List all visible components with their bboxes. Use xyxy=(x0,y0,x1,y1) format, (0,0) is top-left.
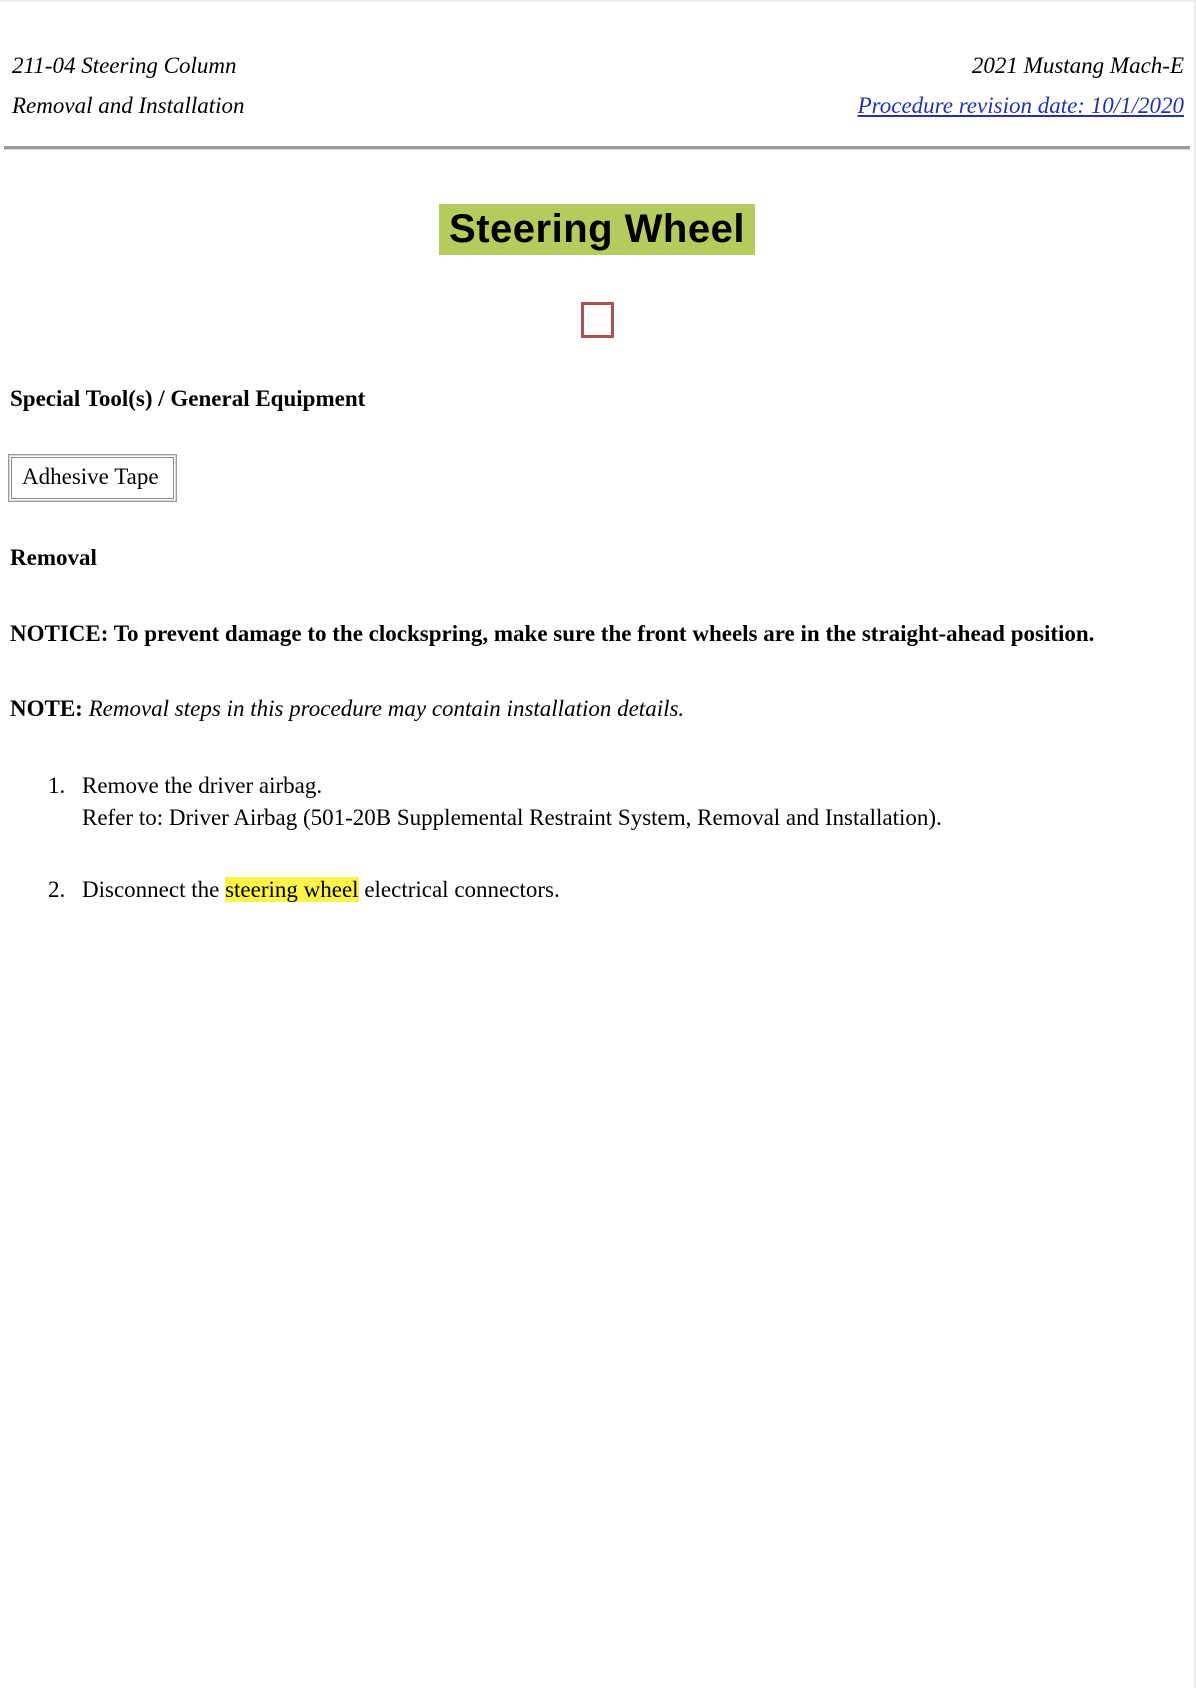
note-label: NOTE: xyxy=(10,696,83,721)
notice-paragraph xyxy=(10,616,1188,651)
special-tools-heading: Special Tool(s) / General Equipment xyxy=(10,386,366,411)
step-instruction-suffix: electrical connectors. xyxy=(358,877,560,902)
header-section-title: 211-04 Steering Column xyxy=(12,53,237,78)
notice-label: NOTICE: xyxy=(10,621,109,646)
procedure-revision-link[interactable]: Procedure revision date: 10/1/2020 xyxy=(857,93,1184,118)
title-row xyxy=(0,204,1194,255)
search-highlight: steering wheel xyxy=(225,877,359,902)
step-instruction-prefix: Disconnect the xyxy=(82,877,226,902)
equipment-item: Adhesive Tape xyxy=(11,457,174,499)
removal-heading: Removal xyxy=(10,545,97,570)
list-item xyxy=(48,874,1194,906)
step-text xyxy=(82,874,1194,906)
step-text xyxy=(82,770,1194,834)
step-refer-text: Refer to: Driver Airbag (501-20B Supplemental Restraint System, Removal and Installation). xyxy=(82,805,942,830)
document-header xyxy=(0,2,1194,126)
note-paragraph xyxy=(10,691,1188,726)
step-number: 1. xyxy=(48,773,66,798)
page-title: Steering Wheel xyxy=(439,204,755,255)
step-number: 2. xyxy=(48,877,66,902)
header-right xyxy=(858,46,1184,126)
note-text: Removal steps in this procedure may contain installation details. xyxy=(82,696,685,721)
figure-row xyxy=(0,302,1194,340)
header-vehicle-title: 2021 Mustang Mach-E xyxy=(971,53,1184,78)
header-subsection-title: Removal and Installation xyxy=(12,93,245,118)
missing-image-placeholder-icon xyxy=(581,302,614,338)
header-left xyxy=(12,46,245,126)
header-divider xyxy=(4,146,1190,150)
step-instruction: Remove the driver airbag. xyxy=(82,773,323,798)
notice-text: To prevent damage to the clockspring, make sure the front wheels are in the straight-ahead position. xyxy=(108,621,1095,646)
removal-steps-list xyxy=(0,770,1194,906)
equipment-table xyxy=(8,454,177,502)
list-item xyxy=(48,770,1194,834)
table-row xyxy=(11,457,174,499)
